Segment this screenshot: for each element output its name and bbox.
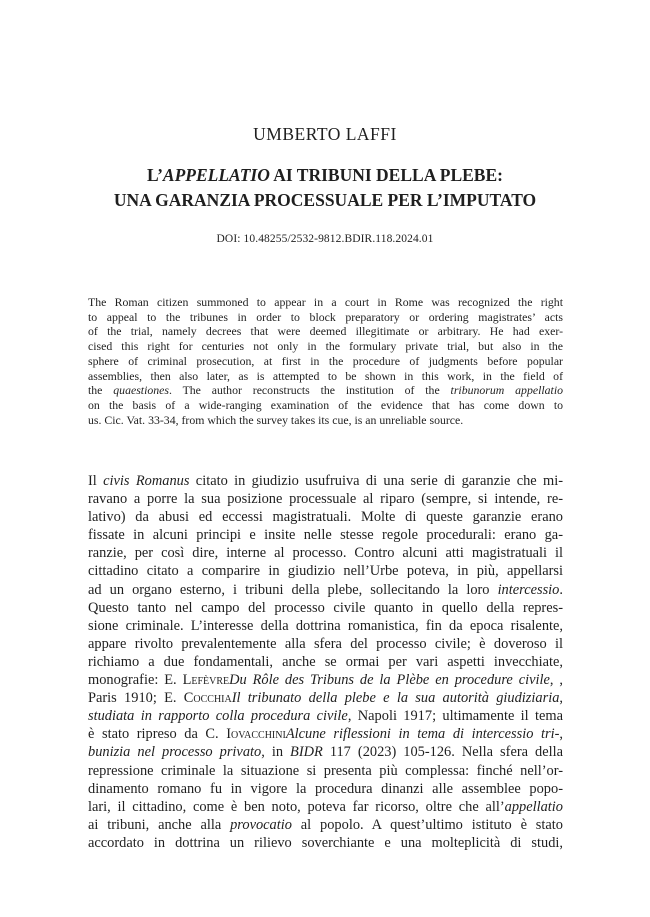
body-line: Paris 1910; E. CocchiaIl tribunato della plebe e la sua autorità giudiziaria, — [88, 690, 563, 707]
body-line: ravano a porre la sua posizione processuale al riparo (sempre, si intende, re- — [88, 491, 563, 508]
body-line: è stato ripreso da C. IovacchiniAlcune riflessioni in tema di intercessio tri-, — [88, 726, 563, 743]
abstract-line: sphere of criminal prosecution, at first in the procedure of judgments before popular — [88, 353, 563, 368]
body-line: appare rivolto prevalentemente alla sfera del processo civile; è doveroso il — [88, 635, 563, 652]
author-name: UMBERTO LAFFI — [253, 124, 397, 144]
body-line: sione criminale. L’interesse della dottrina romanistica, fin da epoca risalente, — [88, 617, 563, 634]
title-line-1: L’APPELLATIO AI TRIBUNI DELLA PLEBE: — [147, 165, 503, 185]
body-line: richiamo a due fondamentali, anche se ormai per vari aspetti invecchiate, — [88, 653, 563, 670]
body-line: fissate in alcuni principi e insite nelle stesse regole procedurali: erano ga- — [88, 527, 563, 544]
body-line: monografie: E. LefèvreDu Rôle des Tribuns de la Plèbe en procedure civile, , — [88, 672, 563, 689]
body-line: dinamento romano fu in vigore la procedura dinanzi alle assemblee popo- — [88, 780, 563, 797]
body-line: accordato in dottrina un rilievo soverchiante e una molteplicità di studi, — [88, 834, 563, 851]
body-line: ai tribuni, anche alla provocatio al popolo. A quest’ultimo istituto è stato — [88, 816, 563, 833]
body-line: lativo) da abusi ed eccessi magistratuali. Molte di queste garanzie erano — [88, 509, 563, 526]
body-line: lari, il cittadino, come è ben noto, poteva far ricorso, oltre che all’appellatio — [88, 798, 563, 815]
doi-line: DOI: 10.48255/2532-9812.BDIR.118.2024.01 — [216, 233, 434, 245]
body-line: Il civis Romanus citato in giudizio usufruiva di una serie di garanzie che mi- — [88, 473, 564, 489]
abstract-line: of the trial, namely decrees that were deemed illegitimate or arbitrary. He had exer- — [88, 324, 563, 339]
body-line: Questo tanto nel campo del processo civile quanto in quello della repres- — [88, 599, 563, 616]
article-title — [0, 163, 650, 213]
abstract-line: the quaestiones. The author reconstructs the institution of the tribunorum appellatio — [88, 383, 563, 398]
body-line: ranzie, per così dire, interne al processo. Contro alcuni atti magistratuali il — [88, 545, 563, 562]
abstract-line: cised this right for centuries not only in the formulary private trial, but also in the — [88, 339, 563, 354]
body-line: repressione criminale la situazione si presenta più complessa: finché nell’or- — [88, 762, 563, 779]
body-line: bunizia nel processo privato, in BIDR 117 (2023) 105-126. Nella sfera della — [88, 744, 563, 761]
abstract-line: to appeal to the tribunes in order to block preparatory or ordering magistrates’ acts — [88, 309, 563, 324]
abstract-line: us. Cic. Vat. 33-34, from which the survey takes its cue, is an unreliable source. — [88, 412, 464, 427]
body-line: studiata in rapporto colla procedura civile, Napoli 1917; ultimamente il tema — [88, 708, 563, 725]
abstract — [88, 295, 563, 427]
body-text — [88, 472, 563, 852]
abstract-line: on the basis of a wide-ranging examination of the evidence that has come down to — [88, 397, 563, 412]
body-line: cittadino citato a comparire in giudizio nell’Urbe poteva, in più, appellarsi — [88, 563, 563, 580]
abstract-line: assemblies, then also later, as is attempted to be shown in this work, in the field of — [88, 368, 563, 383]
body-line: ad un organo esterno, i tribuni della plebe, sollecitando la loro intercessio. — [88, 581, 563, 598]
abstract-line: The Roman citizen summoned to appear in a court in Rome was recognized the right — [88, 295, 563, 309]
title-line-2: UNA GARANZIA PROCESSUALE PER L’IMPUTATO — [113, 190, 537, 210]
